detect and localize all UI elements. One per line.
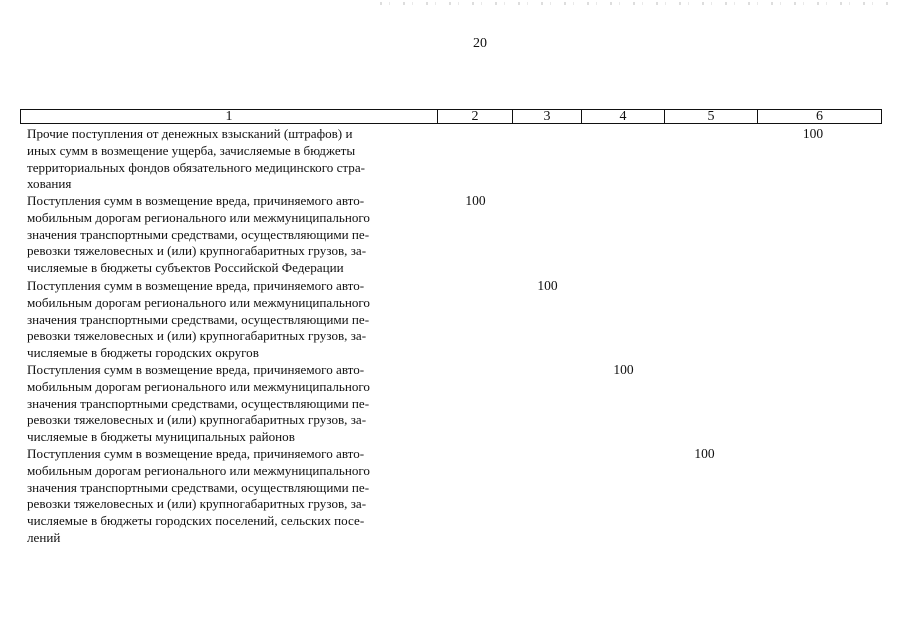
table-row-1-description: Прочие поступления от денежных взысканий (штрафов) и иных сумм в возмещение ущерба, зачисляемые в бюджеты территориальных фондов обязательного медицинского стра- хования [27, 126, 366, 192]
table-row-3-description: Поступления сумм в возмещение вреда, причиняемого авто- мобильным дорогам регионального или межмуниципального значения транспортными средствами, осуществляющими пе- ревозки тяжеловесных и (или) крупногабаритных грузов, за- числяемые в бюджеты городских округов [27, 278, 370, 361]
table-row-5-description: Поступления сумм в возмещение вреда, причиняемого авто- мобильным дорогам регионального или межмуниципального значения транспортными средствами, осуществляющими пе- ревозки тяжеловесных и (или) крупногабаритных грузов, за- числяемые в бюджеты городских поселений, сельских посе- лений [27, 446, 370, 545]
table-row-2-col-2-value: 100 [465, 193, 486, 208]
header-col-5: 5 [665, 109, 758, 124]
header-col-3: 3 [513, 109, 582, 124]
scan-artifact [380, 2, 890, 5]
header-col-1: 1 [20, 109, 438, 124]
header-col-4: 4 [582, 109, 665, 124]
table-row-5-col-5-value: 100 [694, 446, 715, 461]
page-number: 20 [473, 36, 487, 51]
header-col-6: 6 [758, 109, 882, 124]
table-row-1-col-6-value: 100 [802, 126, 824, 141]
table-row-4-col-4-value: 100 [613, 362, 634, 377]
table-row-2-description: Поступления сумм в возмещение вреда, причиняемого авто- мобильным дорогам регионального или межмуниципального значения транспортными средствами, осуществляющими пе- ревозки тяжеловесных и (или) крупногабаритных грузов, за- числяемые в бюджеты субъектов Российской Федерации [27, 193, 370, 276]
table-row-4-description: Поступления сумм в возмещение вреда, причиняемого авто- мобильным дорогам регионального или межмуниципального значения транспортными средствами, осуществляющими пе- ревозки тяжеловесных и (или) крупногабаритных грузов, за- числяемые в бюджеты муниципальных районов [27, 362, 370, 445]
header-col-2: 2 [438, 109, 513, 124]
table-row-3-col-3-value: 100 [537, 278, 558, 293]
